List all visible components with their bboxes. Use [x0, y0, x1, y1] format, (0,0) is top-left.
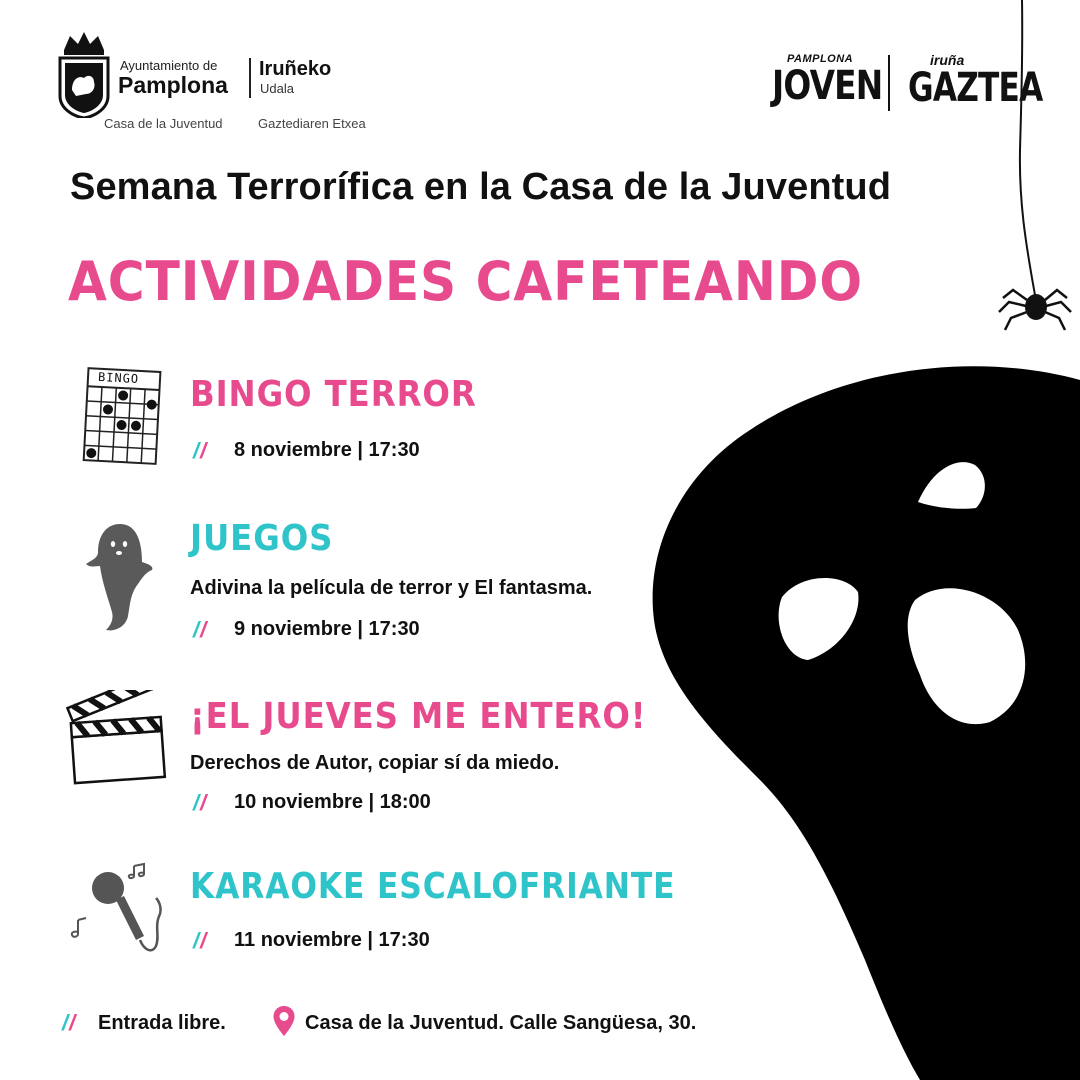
date-slashes-icon: //	[193, 928, 208, 953]
city-shield-icon	[56, 30, 112, 118]
entry-info: Entrada libre.	[98, 1012, 226, 1034]
org-department-basque: Gaztediaren Etxea	[258, 116, 366, 131]
brand-divider	[888, 55, 890, 111]
date-slashes-icon: //	[193, 438, 208, 463]
activity-description: Adivina la película de terror y El fantasma.	[190, 577, 593, 599]
location-pin-icon	[272, 1005, 296, 1037]
ghost-icon	[82, 520, 158, 634]
spider-icon	[995, 0, 1075, 335]
date-slashes-icon: //	[193, 790, 208, 815]
date-slashes-icon: //	[193, 617, 208, 642]
activity-date: 9 noviembre | 17:30	[234, 618, 420, 640]
org-label-basque: Udala	[260, 81, 294, 96]
brand-joven-logo: JOVEN	[772, 63, 883, 109]
org-divider	[249, 58, 251, 98]
org-label-top: Ayuntamiento de	[120, 58, 218, 73]
microphone-icon	[68, 858, 172, 958]
activity-date: 8 noviembre | 17:30	[234, 439, 420, 461]
activity-description: Derechos de Autor, copiar sí da miedo.	[190, 752, 560, 774]
org-department: Casa de la Juventud	[104, 116, 223, 131]
org-name-basque: Iruñeko	[259, 58, 332, 80]
big-ghost-silhouette	[640, 360, 1080, 1080]
brand-iruna-label: iruña	[930, 52, 965, 68]
clapperboard-icon	[66, 690, 170, 786]
org-name: Pamplona	[118, 72, 228, 98]
activity-title: BINGO TERROR	[190, 374, 477, 415]
brand-pamplona-label: PAMPLONA	[787, 53, 854, 65]
activity-date: 11 noviembre | 17:30	[234, 929, 430, 951]
activity-title: KARAOKE ESCALOFRIANTE	[190, 866, 676, 907]
entry-slashes-icon: //	[62, 1010, 77, 1035]
page-subtitle: ACTIVIDADES CAFETEANDO	[68, 250, 864, 313]
activity-title: ¡EL JUEVES ME ENTERO!	[190, 696, 647, 737]
bingo-card-label: BINGO	[97, 369, 140, 387]
activity-date: 10 noviembre | 18:00	[234, 791, 431, 813]
location-address: Casa de la Juventud. Calle Sangüesa, 30.	[305, 1012, 697, 1034]
activity-title: JUEGOS	[190, 518, 334, 559]
page-title: Semana Terrorífica en la Casa de la Juventud	[70, 166, 892, 208]
brand-gaztea-logo: GAZTEA	[908, 65, 1043, 111]
